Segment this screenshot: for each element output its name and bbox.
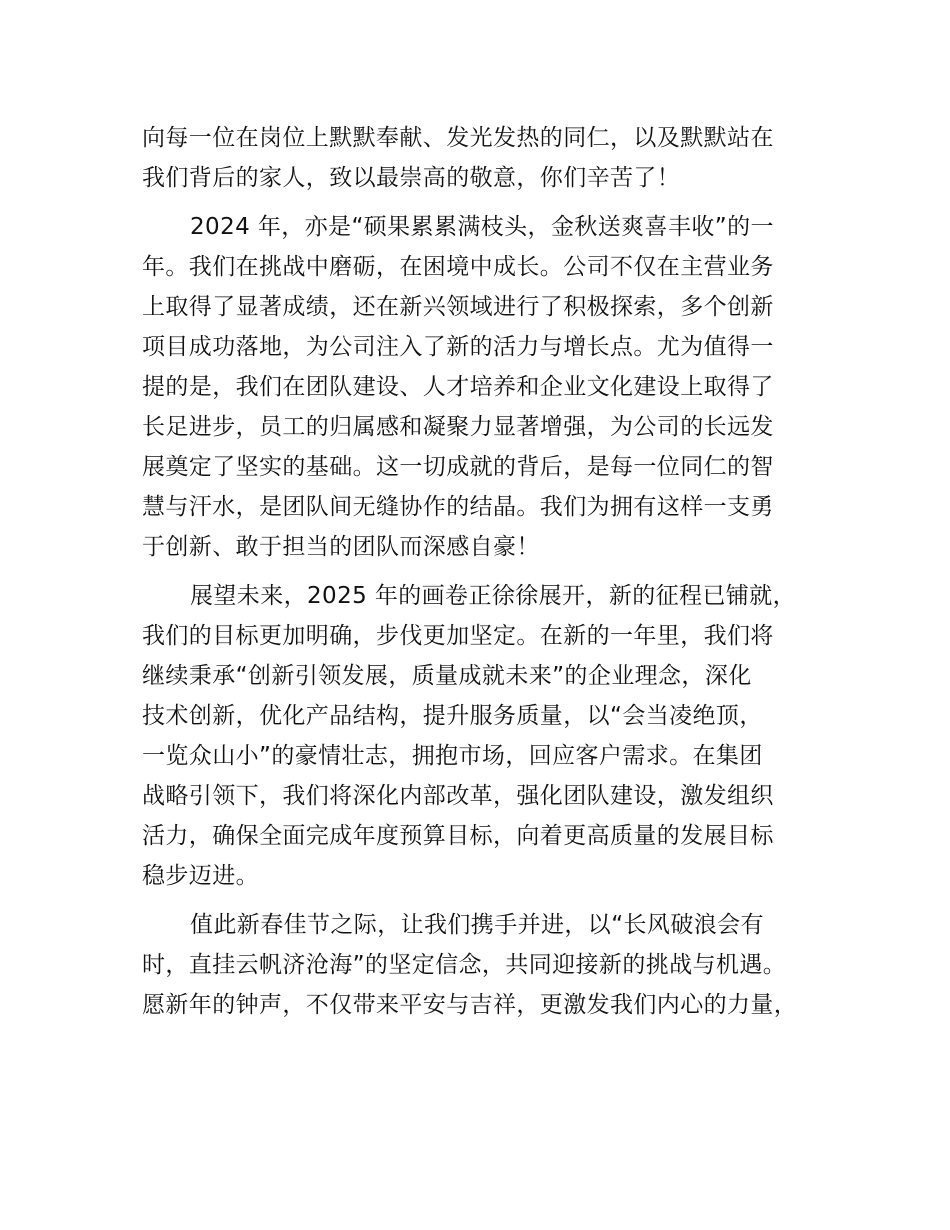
paragraph-line: 展奠定了坚实的基础。这一切成就的背后，是每一位同仁的智 xyxy=(142,454,774,480)
paragraph-4 xyxy=(142,905,842,1025)
paragraph-line: 项目成功落地，为公司注入了新的活力与增长点。尤为值得一 xyxy=(142,334,774,360)
paragraph-line: 长足进步，员工的归属感和凝聚力显著增强，为公司的长远发 xyxy=(142,414,774,440)
paragraph-line: 慧与汗水，是团队间无缝协作的结晶。我们为拥有这样一支勇 xyxy=(142,494,774,520)
paragraph-3 xyxy=(142,576,842,896)
paragraph-line: 提的是，我们在团队建设、人才培养和企业文化建设上取得了 xyxy=(142,374,774,400)
paragraph-line: 年。我们在挑战中磨砺，在困境中成长。公司不仅在主营业务 xyxy=(142,254,774,280)
paragraph-line: 向每一位在岗位上默默奉献、发光发热的同仁，以及默默站在 xyxy=(142,125,774,151)
paragraph-line: 2024 年，亦是“硕果累累满枝头，金秋送爽喜丰收”的一 xyxy=(190,214,774,240)
paragraph-line: 我们的目标更加明确，步伐更加坚定。在新的一年里，我们将 xyxy=(142,623,774,649)
paragraph-line: 稳步迈进。 xyxy=(142,863,259,889)
paragraph-line: 活力，确保全面完成年度预算目标，向着更高质量的发展目标 xyxy=(142,823,774,849)
paragraph-2 xyxy=(142,207,842,567)
paragraph-line: 愿新年的钟声，不仅带来平安与吉祥，更激发我们内心的力量， xyxy=(142,992,798,1018)
document-body xyxy=(142,118,842,1034)
paragraph-line: 展望未来，2025 年的画卷正徐徐展开，新的征程已铺就， xyxy=(190,583,797,609)
paragraph-line: 时，直挂云帆济沧海”的坚定信念，共同迎接新的挑战与机遇。 xyxy=(142,952,787,978)
paragraph-line: 于创新、敢于担当的团队而深感自豪！ xyxy=(142,534,540,560)
paragraph-line: 技术创新，优化产品结构，提升服务质量，以“会当凌绝顶， xyxy=(142,703,763,729)
paragraph-line: 值此新春佳节之际，让我们携手并进，以“长风破浪会有 xyxy=(190,912,764,938)
paragraph-1 xyxy=(142,118,842,198)
paragraph-line: 一览众山小”的豪情壮志，拥抱市场，回应客户需求。在集团 xyxy=(142,743,763,769)
paragraph-line: 我们背后的家人，致以最崇高的敬意，你们辛苦了！ xyxy=(142,165,681,191)
paragraph-line: 上取得了显著成绩，还在新兴领域进行了积极探索，多个创新 xyxy=(142,294,774,320)
paragraph-line: 战略引领下，我们将深化内部改革，强化团队建设，激发组织 xyxy=(142,783,774,809)
paragraph-line: 继续秉承“创新引领发展，质量成就未来”的企业理念，深化 xyxy=(142,663,752,689)
